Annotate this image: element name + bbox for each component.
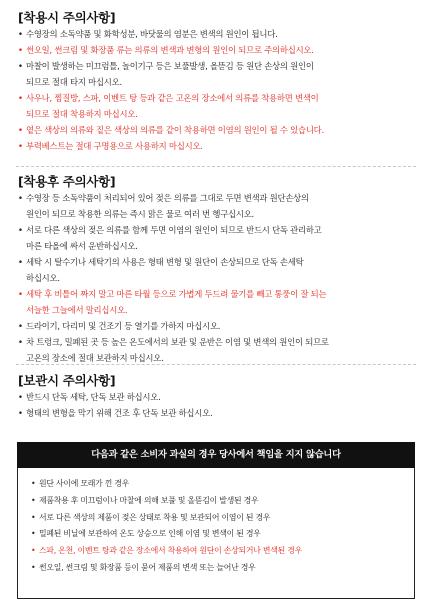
list-item-continuation: 원인이 되므로 착용한 의류는 즉시 맑은 물로 여러 번 헹구십시오. (26, 209, 254, 219)
section-list (18, 26, 422, 154)
list-item: • 형태의 변형을 막기 위해 건조 후 단독 보관 하십시오. (18, 405, 422, 421)
divider (16, 364, 416, 365)
section-title: [착용시 주의사항] (18, 10, 116, 25)
list-item: • 썬오일, 썬크림 및 화장품 류는 의류의 변색과 변형의 원인이 되므로 주의하십시오. (18, 42, 422, 58)
section-title: [보관시 주의사항] (18, 373, 116, 388)
list-item-continuation: 고온의 장소에 절대 보관하지 마십시오. (26, 353, 164, 363)
list-item-continuation: 되므로 절대 착용하지 마십시오. (26, 109, 138, 119)
list-item-continuation: 하십시오. (26, 273, 60, 283)
notice-heading: 다음과 같은 소비자 과실의 경우 당사에서 책임을 지지 않습니다 (17, 442, 415, 468)
section-storage-cautions (18, 371, 422, 421)
section-after-wearing-cautions (18, 172, 422, 366)
list-item: • 제품착용 후 미끄럼이나 마찰에 의해 보풀 및 올뜯김이 발생된 경우 (31, 493, 411, 510)
list-item: • 세탁 후 비틀어 짜지 말고 마른 타월 등으로 가볍게 두드려 물기를 빼고 통풍이 잘 되는 (18, 286, 422, 302)
list-item: • 옅은 색상의 의류와 짙은 색상의 의류를 같이 착용하면 이염의 원인이 될 수 있습니다. (18, 122, 422, 138)
list-item: • 썬오일, 썬크림 및 화장품 등이 묻어 제품의 변색 또는 늘어난 경우 (31, 560, 411, 577)
notice-box (17, 468, 415, 599)
list-item-continuation: 마른 타올에 싸서 운반하십시오. (26, 241, 138, 251)
list-item: • 세탁 시 탈수기나 세탁기의 사용은 형태 변형 및 원단이 손상되므로 단독 손세탁 (18, 254, 422, 270)
list-item: • 밀폐된 비닐에 보관하여 온도 상승으로 인해 이염 및 변색이 된 경우 (31, 526, 411, 543)
list-item: • 차 트렁크, 밀폐된 곳 등 높은 온도에서의 보관 및 운반은 이염 및 변색의 원인이 되므로 (18, 334, 422, 350)
list-item: • 수영장의 소독약품 및 화학성분, 바닷물의 염분은 변색의 원인이 됩니다. (18, 26, 422, 42)
section-title: [착용후 주의사항] (18, 174, 116, 189)
list-item: • 서로 다른 색상의 제품이 젖은 상태로 착용 및 보관되어 이염이 된 경우 (31, 510, 411, 527)
divider (16, 166, 416, 167)
list-item: • 스파, 온천, 이벤트 탕과 같은 장소에서 착용하여 원단이 손상되거나 변색된 경우 (31, 543, 411, 560)
section-list (18, 190, 422, 366)
list-item: • 수영장 등 소독약품이 처리되어 있어 젖은 의류를 그대로 두면 변색과 원단손상의 (18, 190, 422, 206)
list-item-continuation: 되므로 절대 타지 마십시오. (26, 77, 122, 87)
notice-list (31, 476, 411, 577)
list-item: • 부력베스트는 절대 구명용으로 사용하지 마십시오. (18, 138, 422, 154)
section-wearing-cautions (18, 8, 422, 154)
list-item: • 반드시 단독 세탁, 단독 보관 하십시오. (18, 389, 422, 405)
list-item: • 드라이기, 다리미 및 건조기 등 열기를 가하지 마십시오. (18, 318, 422, 334)
section-list (18, 389, 422, 421)
list-item: • 서로 다른 색상의 젖은 의류를 함께 두면 이염의 원인이 되므로 반드시 단독 관리하고 (18, 222, 422, 238)
list-item: • 사우나, 찜질방, 스파, 이벤트 탕 등과 같은 고온의 장소에서 의류를 착용하면 변색이 (18, 90, 422, 106)
list-item-continuation: 서늘한 그늘에서 말리십시오. (26, 305, 128, 315)
list-item: • 원단 사이에 모래가 낀 경우 (31, 476, 411, 493)
list-item: • 마찰이 발생하는 미끄럼틀, 놀이기구 등은 보풀발생, 올뜯김 등 원단 손상의 원인이 (18, 58, 422, 74)
